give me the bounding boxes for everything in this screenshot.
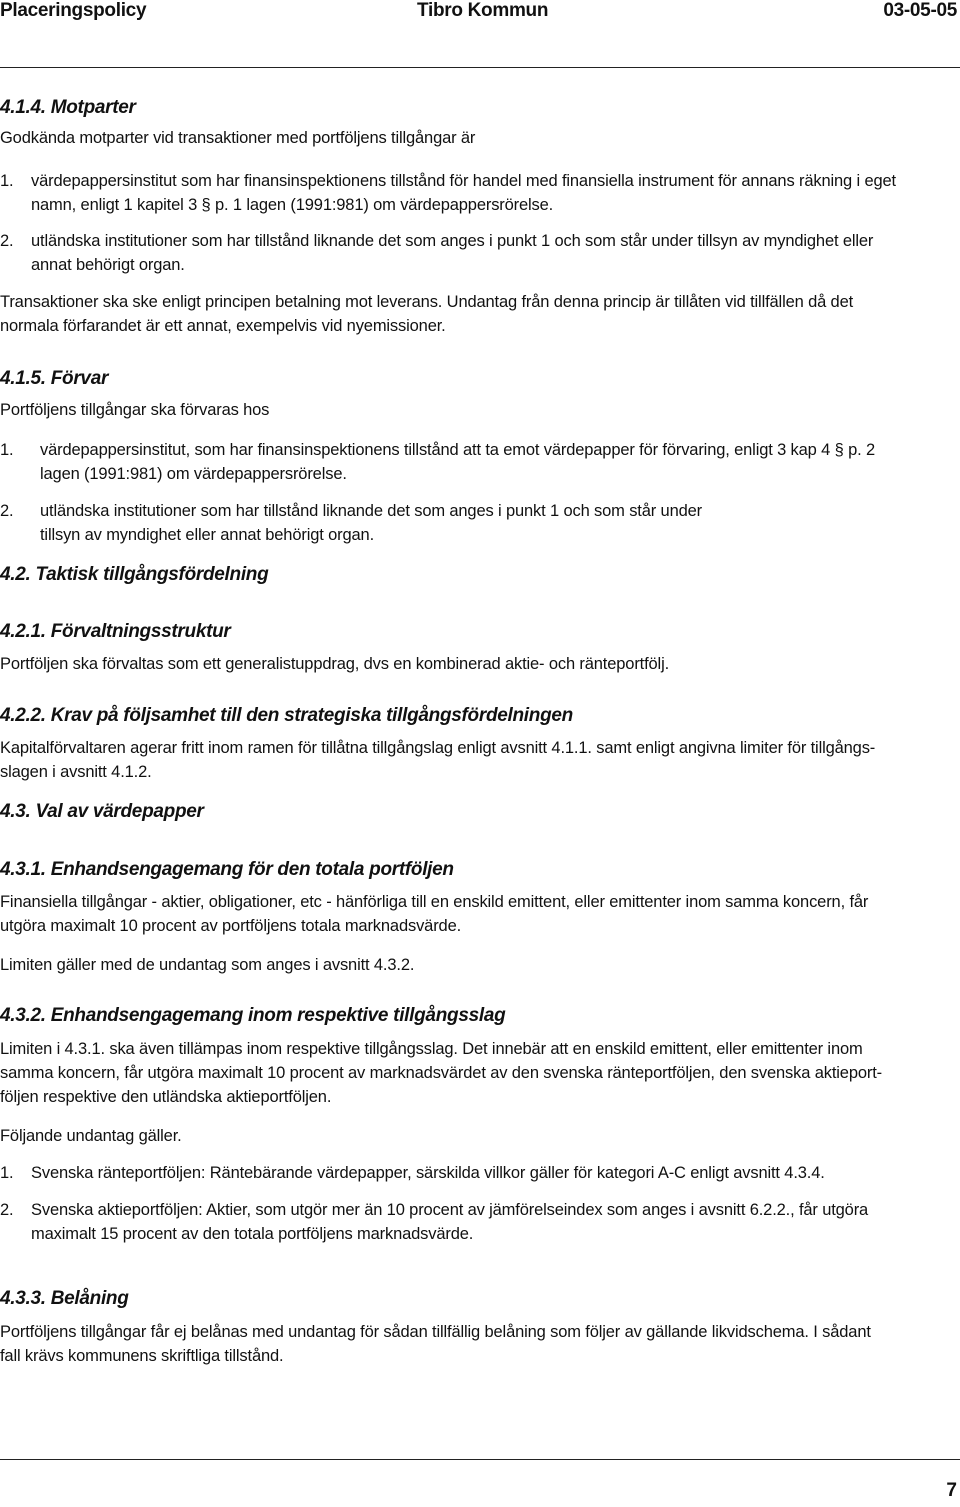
paragraph-limiten: Limiten gäller med de undantag som anges i avsnitt 4.3.2. [0,956,415,974]
list-text-cont: namn, enligt 1 kapitel 3 § p. 1 lagen (1991:981) om värdepappersrörelse. [31,196,554,214]
heading-4-3-3: 4.3.3. Belåning [0,1288,129,1309]
page-number: 7 [946,1480,957,1501]
list-number: 2. [0,232,14,250]
paragraph-limiten-inom-cont2: följen respektive den utländska aktieportföljen. [0,1088,332,1106]
paragraph-belaning-cont: fall krävs kommunens skriftliga tillstånd. [0,1347,284,1365]
header-title: Placeringspolicy [0,0,147,21]
list-text-cont: maximalt 15 procent av den totala portföljens marknadsvärde. [31,1225,474,1243]
footer-divider [0,1459,960,1460]
paragraph-limiten-inom: Limiten i 4.3.1. ska även tillämpas inom respektive tillgångsslag. Det innebär att en enskild emittent, eller emittenter inom [0,1040,863,1058]
header-divider [0,67,960,68]
paragraph-transaktioner-cont: normala förfarandet är ett annat, exempelvis vid nyemissioner. [0,317,446,335]
heading-4-1-4: 4.1.4. Motparter [0,97,136,118]
header-organization: Tibro Kommun [417,0,549,21]
list-number: 2. [0,1201,14,1219]
list-number: 2. [0,502,14,520]
paragraph-enhandsengagemang: Finansiella tillgångar - aktier, obligationer, etc - hänförliga till en enskild emittent, eller emittenter inom samma koncern, får [0,893,869,911]
paragraph-motparter-intro: Godkända motparter vid transaktioner med portföljens tillgångar är [0,129,476,147]
heading-4-2: 4.2. Taktisk tillgångsfördelning [0,564,269,585]
paragraph-belaning: Portföljens tillgångar får ej belånas med undantag för sådan tillfällig belåning som följer av gällande likvidschema. I sådant [0,1323,871,1341]
paragraph-foljsamhet-cont: slagen i avsnitt 4.1.2. [0,763,152,781]
heading-4-3: 4.3. Val av värdepapper [0,801,204,822]
list-text: utländska institutioner som har tillstånd liknande det som anges i punkt 1 och som står under [40,502,703,520]
list-text: Svenska ränteportföljen: Räntebärande värdepapper, särskilda villkor gäller för kategori A-C enligt avsnitt 4.3.4. [31,1164,825,1182]
heading-4-2-1: 4.2.1. Förvaltningsstruktur [0,621,231,642]
paragraph-transaktioner: Transaktioner ska ske enligt principen betalning mot leverans. Undantag från denna princip är tillåten vid tillfällen då det [0,293,854,311]
page-header [0,0,960,24]
list-text-cont: tillsyn av myndighet eller annat behörigt organ. [40,526,374,544]
heading-4-3-1: 4.3.1. Enhandsengagemang för den totala portföljen [0,859,454,880]
list-text: värdepappersinstitut, som har finansinspektionens tillstånd att ta emot värdepapper för förvaring, enligt 3 kap 4 § p. 2 [40,441,875,459]
heading-4-1-5: 4.1.5. Förvar [0,368,109,389]
list-text-cont: annat behörigt organ. [31,256,185,274]
heading-4-2-2: 4.2.2. Krav på följsamhet till den strategiska tillgångsfördelningen [0,705,573,726]
list-text: värdepappersinstitut som har finansinspektionens tillstånd för handel med finansiella instrument för annans räkning i eget [31,172,896,190]
paragraph-forvar-intro: Portföljens tillgångar ska förvaras hos [0,401,270,419]
list-number: 1. [0,441,14,459]
header-date: 03-05-05 [883,0,957,21]
paragraph-limiten-inom-cont: samma koncern, får utgöra maximalt 10 procent av marknadsvärdet av den svenska ränteportföljen, den svenska aktieport- [0,1064,883,1082]
paragraph-undantag: Följande undantag gäller. [0,1127,182,1145]
list-text-cont: lagen (1991:981) om värdepappersrörelse. [40,465,347,483]
list-text: Svenska aktieportföljen: Aktier, som utgör mer än 10 procent av jämförelseindex som anges i avsnitt 6.2.2., får utgöra [31,1201,869,1219]
list-text: utländska institutioner som har tillstånd liknande det som anges i punkt 1 och som står under tillsyn av myndighet eller [31,232,874,250]
heading-4-3-2: 4.3.2. Enhandsengagemang inom respektive tillgångsslag [0,1005,506,1026]
paragraph-foljsamhet: Kapitalförvaltaren agerar fritt inom ramen för tillåtna tillgångslag enligt avsnitt 4.1.1. samt enligt angivna limiter för tillgångs- [0,739,876,757]
paragraph-enhandsengagemang-cont: utgöra maximalt 10 procent av portföljens totala marknadsvärde. [0,917,462,935]
paragraph-forvaltningsstruktur: Portföljen ska förvaltas som ett generalistuppdrag, dvs en kombinerad aktie- och ränteportfölj. [0,655,670,673]
list-number: 1. [0,172,14,190]
list-number: 1. [0,1164,14,1182]
